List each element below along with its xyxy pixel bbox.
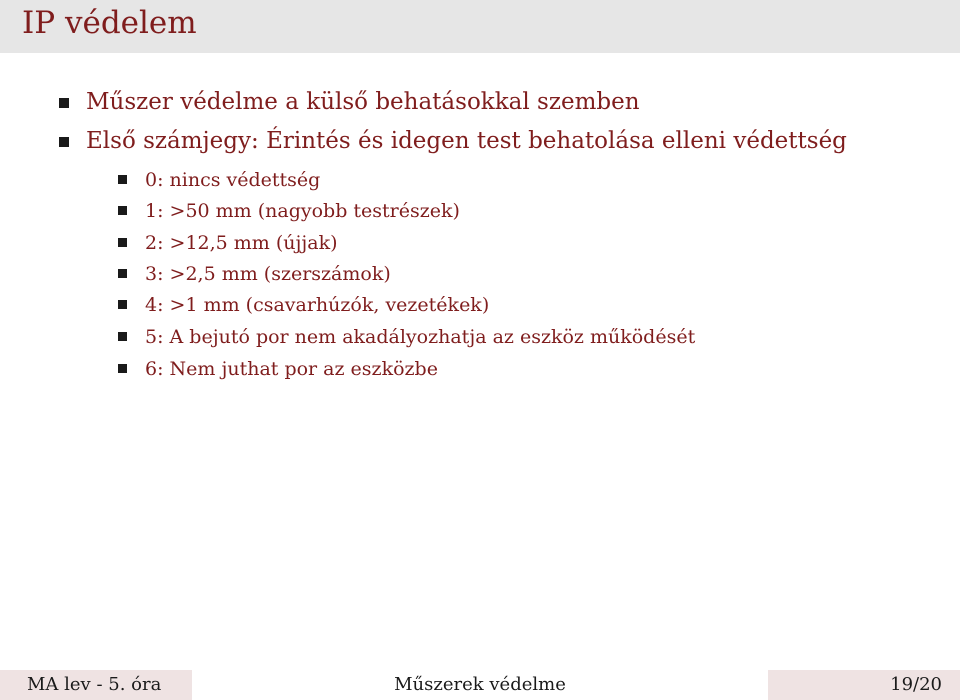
slide-title: IP védelem — [22, 5, 197, 41]
sub-bullet-item-1 — [145, 198, 460, 224]
square-bullet-icon — [59, 98, 69, 108]
bullet-item-1 — [86, 87, 640, 117]
sub-bullet-text: 3: >2,5 mm (szerszámok) — [145, 263, 391, 285]
sub-bullet-item-2 — [145, 230, 338, 256]
sub-bullet-item-3 — [145, 261, 391, 287]
bullet-text: Első számjegy: Érintés és idegen test behatolása elleni védettség — [86, 128, 847, 154]
sub-bullet-text: 2: >12,5 mm (újjak) — [145, 232, 338, 254]
square-bullet-icon — [118, 206, 127, 215]
footer-title: Műszerek védelme — [192, 670, 768, 700]
square-bullet-icon — [118, 332, 127, 341]
sub-bullet-text: 1: >50 mm (nagyobb testrészek) — [145, 200, 460, 222]
square-bullet-icon — [118, 175, 127, 184]
footer-page-number: 19/20 — [768, 670, 960, 700]
square-bullet-icon — [118, 238, 127, 247]
footer-author: MA lev - 5. óra — [0, 670, 192, 700]
title-bar — [0, 0, 960, 53]
sub-bullet-text: 4: >1 mm (csavarhúzók, vezetékek) — [145, 294, 490, 316]
sub-bullet-text: 6: Nem juthat por az eszközbe — [145, 358, 438, 380]
sub-bullet-item-5 — [145, 324, 695, 350]
sub-bullet-item-4 — [145, 292, 489, 318]
slide-footer — [0, 670, 960, 700]
sub-bullet-item-6 — [145, 356, 438, 382]
sub-bullet-item-0 — [145, 167, 320, 193]
sub-bullet-text: 0: nincs védettség — [145, 169, 321, 191]
bullet-text: Műszer védelme a külső behatásokkal szemben — [86, 89, 640, 115]
bullet-item-2 — [86, 126, 847, 156]
square-bullet-icon — [118, 269, 127, 278]
square-bullet-icon — [59, 137, 69, 147]
sub-bullet-text: 5: A bejutó por nem akadályozhatja az eszköz működését — [145, 326, 696, 348]
square-bullet-icon — [118, 364, 127, 373]
square-bullet-icon — [118, 300, 127, 309]
